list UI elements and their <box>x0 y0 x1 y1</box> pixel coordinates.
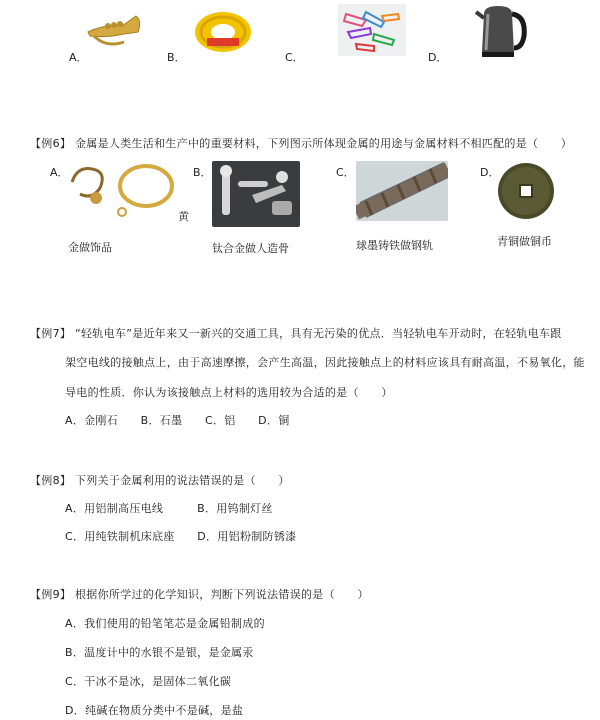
trumpet-photo <box>84 2 144 54</box>
question-9-stem <box>30 586 369 602</box>
q6-option-d[interactable]: D． <box>480 166 500 179</box>
question-6-text: 金属是人类生活和生产中的重要材料，下列图示所体现金属的用途与金属材料不相匹配的是（ ） <box>75 137 573 150</box>
question-9-option-a[interactable]: A．我们使用的铅笔笔芯是金属铅制成的 <box>65 617 265 630</box>
question-9-option-d[interactable]: D．纯碱在物质分类中不是碱，是盐 <box>65 704 244 717</box>
top-option-c[interactable]: C． <box>285 51 304 64</box>
top-option-b[interactable]: B． <box>167 51 186 64</box>
caption-coin: 青铜做铜币 <box>497 235 552 248</box>
q6-stray-char: 黄 <box>178 210 189 223</box>
question-9-number: 【例9】 <box>30 588 72 601</box>
question-7-text-1: “轻轨电车”是近年来又一新兴的交通工具，具有无污染的优点．当轻轨电车开动时，在轻轨电车跟 <box>75 327 562 340</box>
q6-option-a[interactable]: A． <box>50 166 69 179</box>
question-7-number: 【例7】 <box>30 327 72 340</box>
titanium-bone-photo <box>212 161 300 227</box>
gold-jewelry-photo <box>66 160 178 220</box>
question-6-stem <box>30 135 572 151</box>
question-8-options-row-2[interactable]: C．用纯铁制机床底座 D．用铝粉制防锈漆 <box>65 530 297 543</box>
q6-option-c[interactable]: C． <box>336 166 355 179</box>
question-9-option-c[interactable]: C．干冰不是冰，是固体二氧化碳 <box>65 675 232 688</box>
caption-rail: 球墨铸铁做钢轨 <box>356 239 433 252</box>
question-8-text: 下列关于金属利用的说法错误的是（ ） <box>75 474 290 487</box>
question-6-number: 【例6】 <box>30 137 72 150</box>
top-option-a[interactable]: A． <box>69 51 88 64</box>
question-9-text: 根据你所学过的化学知识，判断下列说法错误的是（ ） <box>75 588 369 601</box>
question-8-options-row-1[interactable]: A．用铝制高压电线 B．用钨制灯丝 <box>65 502 273 515</box>
question-8-number: 【例8】 <box>30 474 72 487</box>
top-option-d[interactable]: D． <box>428 51 448 64</box>
paper-clips-photo <box>338 4 406 56</box>
q6-option-b[interactable]: B． <box>193 166 212 179</box>
question-7-line-1 <box>30 325 562 341</box>
question-7-line-3: 导电的性质．你认为该接触点上材料的选用较为合适的是（ ） <box>65 386 393 399</box>
caption-gold-jewelry: 金做饰品 <box>68 241 112 254</box>
question-7-options[interactable]: A．金刚石 B．石墨 C．铝 D．铜 <box>65 414 290 427</box>
rail-track-photo <box>356 161 448 221</box>
caption-titanium-bone: 钛合金做人造骨 <box>212 242 289 255</box>
kettle-photo <box>474 0 528 60</box>
question-8-stem <box>30 472 290 488</box>
bronze-coin-photo <box>496 161 556 221</box>
question-9-option-b[interactable]: B．温度计中的水银不是银，是金属汞 <box>65 646 254 659</box>
wire-coil-photo <box>193 4 253 56</box>
question-7-line-2: 架空电线的接触点上，由于高速摩擦，会产生高温，因此接触点上的材料应该具有耐高温，不易氧化，能 <box>65 356 585 369</box>
